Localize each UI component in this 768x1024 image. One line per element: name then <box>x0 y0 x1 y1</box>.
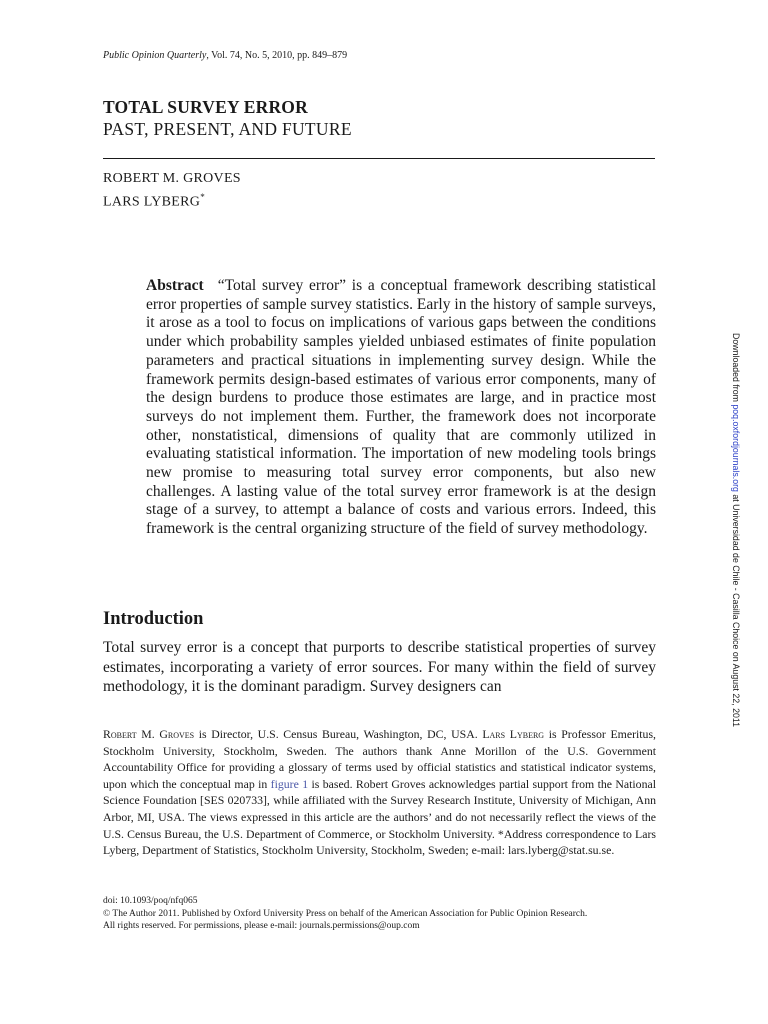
download-note-prefix: Downloaded from <box>731 333 741 405</box>
footnote-groves-desc: is Director, U.S. Census Bureau, Washington, DC, USA. <box>194 727 483 741</box>
download-watermark <box>731 333 741 727</box>
publication-info <box>103 895 656 933</box>
introduction-paragraph: Total survey error is a concept that purports to describe statistical properties of survey estimates, incorporating a variety of error sources. For many within the field of survey methodology, it is the dominant paradigm. Survey designers can <box>103 639 656 695</box>
author-list <box>103 169 241 212</box>
author-lyberg: LARS LYBERG <box>103 194 201 210</box>
author-footnote <box>103 726 656 859</box>
author-groves: ROBERT M. GROVES <box>103 171 241 186</box>
footnote-groves-name: Robert M. Groves <box>103 727 195 741</box>
abstract-label: Abstract <box>146 277 204 294</box>
abstract-text: “Total survey error” is a conceptual framework describing statistical error properties of sample survey statistics. Early in the history of sample surveys, it arose as a tool to focus on implications of various gaps between the conditions under which probability samples yielded unbiased estimates of finite population parameters and practical situations in implementing survey design. While the framework permits design-based estimates of various error components, many of the design burdens to produce those estimates are large, and in practice most surveys do not implement them. Further, the framework does not incorporate other, nonstatistical, dimensions of quality that are commonly utilized in evaluating statistical information. The importation of new modeling tools brings new promise to measuring total survey error components, but also new challenges. A lasting value of the total survey error framework is at the design stage of a survey, to attempt a balance of costs and various errors. Indeed, this framework is the central organizing structure of the field of survey methodology. <box>146 277 656 538</box>
footnote-text-1: is Professor Emeritus, Stockholm University, Stockholm, Sweden. The authors thank Anne Morillon of the U.S. Government Accountability Office for providing a glossary of terms used by official statistics and statistical indicator systems, upon which the conceptual map in <box>103 727 656 791</box>
article-subtitle: PAST, PRESENT, AND FUTURE <box>103 119 352 139</box>
journal-volume-pages: , Vol. 74, No. 5, 2010, pp. 849–879 <box>206 50 348 61</box>
journal-site-link[interactable]: poq.oxfordjournals.org <box>731 404 741 492</box>
rights-line: All rights reserved. For permissions, please e-mail: journals.permissions@oup.com <box>103 921 420 931</box>
title-divider <box>103 158 655 159</box>
footnote-text-2: is based. Robert Groves acknowledges partial support from the National Science Foundation [SES 020733], while affiliated with the Survey Research Institute, University of Michigan, Ann Arbor, MI, USA. The views expressed in this article are the authors’ and do not necessarily reflect the views of the U.S. Census Bureau, the U.S. Department of Commerce, or Stockholm University. *Address correspondence to Lars Lyberg, Department of Statistics, Stockholm University, Stockholm, Sweden; e-mail: lars.lyberg@stat.su.se. <box>103 776 656 858</box>
abstract <box>146 277 656 539</box>
copyright-line: © The Author 2011. Published by Oxford University Press on behalf of the American Association for Public Opinion Research. <box>103 908 588 919</box>
download-note-suffix: at Universidad de Chile - Casilla Choice on August 22, 2011 <box>731 491 741 727</box>
figure-1-link[interactable]: figure 1 <box>270 776 309 791</box>
footnote-lyberg-name: Lars Lyberg <box>482 727 545 741</box>
article-title-block <box>103 96 655 140</box>
section-heading-introduction: Introduction <box>103 609 204 629</box>
article-title: TOTAL SURVEY ERROR <box>103 97 308 117</box>
doi-line: doi: 10.1093/poq/nfq065 <box>103 896 198 906</box>
journal-name: Public Opinion Quarterly <box>103 50 207 61</box>
journal-citation <box>103 50 347 61</box>
author-lyberg-line <box>103 188 241 212</box>
corresponding-author-mark: * <box>200 192 205 202</box>
